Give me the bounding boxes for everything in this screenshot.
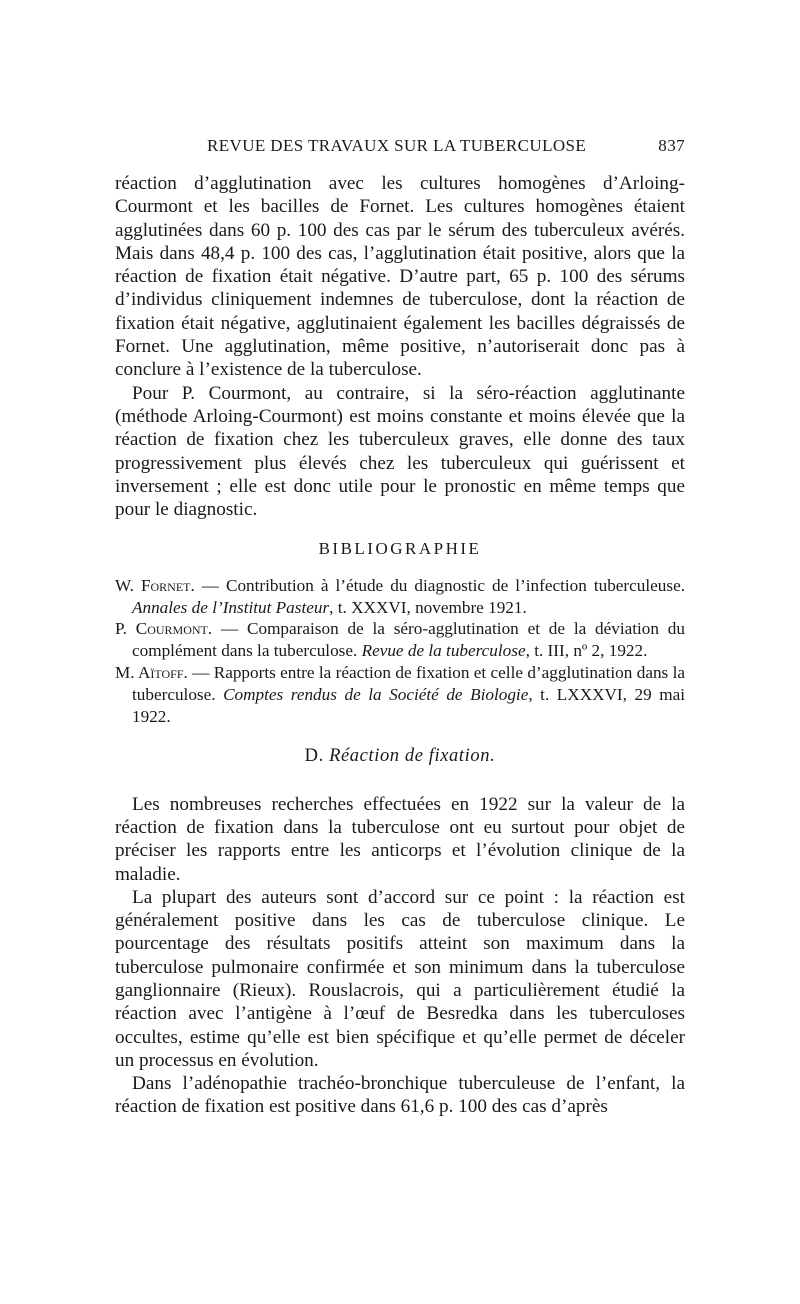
page-body (115, 172, 685, 1119)
bib-journal: Annales de l’Institut Pasteur (132, 597, 330, 617)
bib-author: M. Aïtoff. (115, 662, 188, 682)
bib-author: W. Fornet. (115, 575, 195, 595)
section-label: D. (304, 746, 324, 767)
section-heading (115, 745, 685, 768)
paragraph: Les nombreuses recherches effectuées en 1922 sur la valeur de la réaction de fixation dans la tuberculose ont eu surtout pour objet de préciser les rapports entre les anticorps et l’évolution clinique de la maladie. (115, 793, 685, 885)
bib-author: P. Courmont. (115, 619, 213, 639)
bib-title: — Comparaison de la séro-agglutination et de la déviation du complément dans la tuberculose. (132, 619, 685, 661)
bibliography-list (115, 575, 685, 728)
bibliography-entry (115, 575, 685, 619)
bib-details: , t. XXXVI, novembre 1921. (329, 597, 527, 617)
paragraph: Dans l’adénopathie trachéo-bronchique tuberculeuse de l’enfant, la réaction de fixation est positive dans 61,6 p. 100 des cas d’après (115, 1073, 685, 1118)
section-title: Réaction de fixation. (329, 746, 496, 767)
bib-journal: Comptes rendus de la Société de Biologie (223, 684, 529, 704)
page-number: 837 (658, 136, 685, 155)
paragraph: réaction d’agglutination avec les cultures homogènes d’Arloing-Courmont et les bacilles de Fornet. Les cultures homogènes étaient agglutinées dans 60 p. 100 des cas par le sérum des tuberculeux avérés. Mais dans 48,4 p. 100 des cas, l’agglutination était positive, alors que la réaction de fixation était négative. D’autre part, 65 p. 100 des sérums d’individus cliniquement indemnes de tuberculose, dont la réaction de fixation était négative, agglutinaient également les bacilles dégraissés de Fornet. Une agglutination, même positive, n’autoriserait donc pas à conclure à l’existence de la tuberculose. (115, 173, 685, 381)
paragraph: Pour P. Courmont, au contraire, si la séro-réaction agglutinante (méthode Arloing-Courmont) est moins constante et moins élevée que la réaction de fixation chez les tuberculeux graves, elle donne des taux progressivement plus élevés chez les tuberculeux qui guérissent et inversement ; elle est donc utile pour le pronostic en même temps que pour le diagnostic. (115, 382, 685, 521)
bibliography-entry (115, 618, 685, 662)
bibliography-entry (115, 662, 685, 727)
bibliography-heading: BIBLIOGRAPHIE (318, 539, 482, 559)
paragraph: La plupart des auteurs sont d’accord sur ce point : la réaction est généralement positive dans les cas de tuberculose clinique. Le pourcentage des résultats positifs atteint son maximum dans la tuberculose pulmonaire confirmée et son minimum dans la tuberculose ganglionnaire (Rieux). Rouslacrois, qui a particulièrement étudié la réaction avec l’antigène à l’œuf de Besredka dans les tuberculoses occultes, estime qu’elle est bien spécifique et qu’elle permet de déceler un processus en évolution. (115, 886, 685, 1071)
bib-title: — Rapports entre la réaction de fixation et celle d’agglutination dans la tuberculose. (132, 662, 685, 704)
bib-title: — Contribution à l’étude du diagnostic de l’infection tuberculeuse. (194, 575, 685, 595)
running-title: REVUE DES TRAVAUX SUR LA TUBERCULOSE (207, 136, 587, 155)
bib-journal: Revue de la tuberculose (361, 641, 526, 661)
bib-details: , t. LXXXVI, 29 mai 1922. (132, 684, 686, 726)
bib-details: , t. III, nº 2, 1922. (525, 641, 648, 661)
